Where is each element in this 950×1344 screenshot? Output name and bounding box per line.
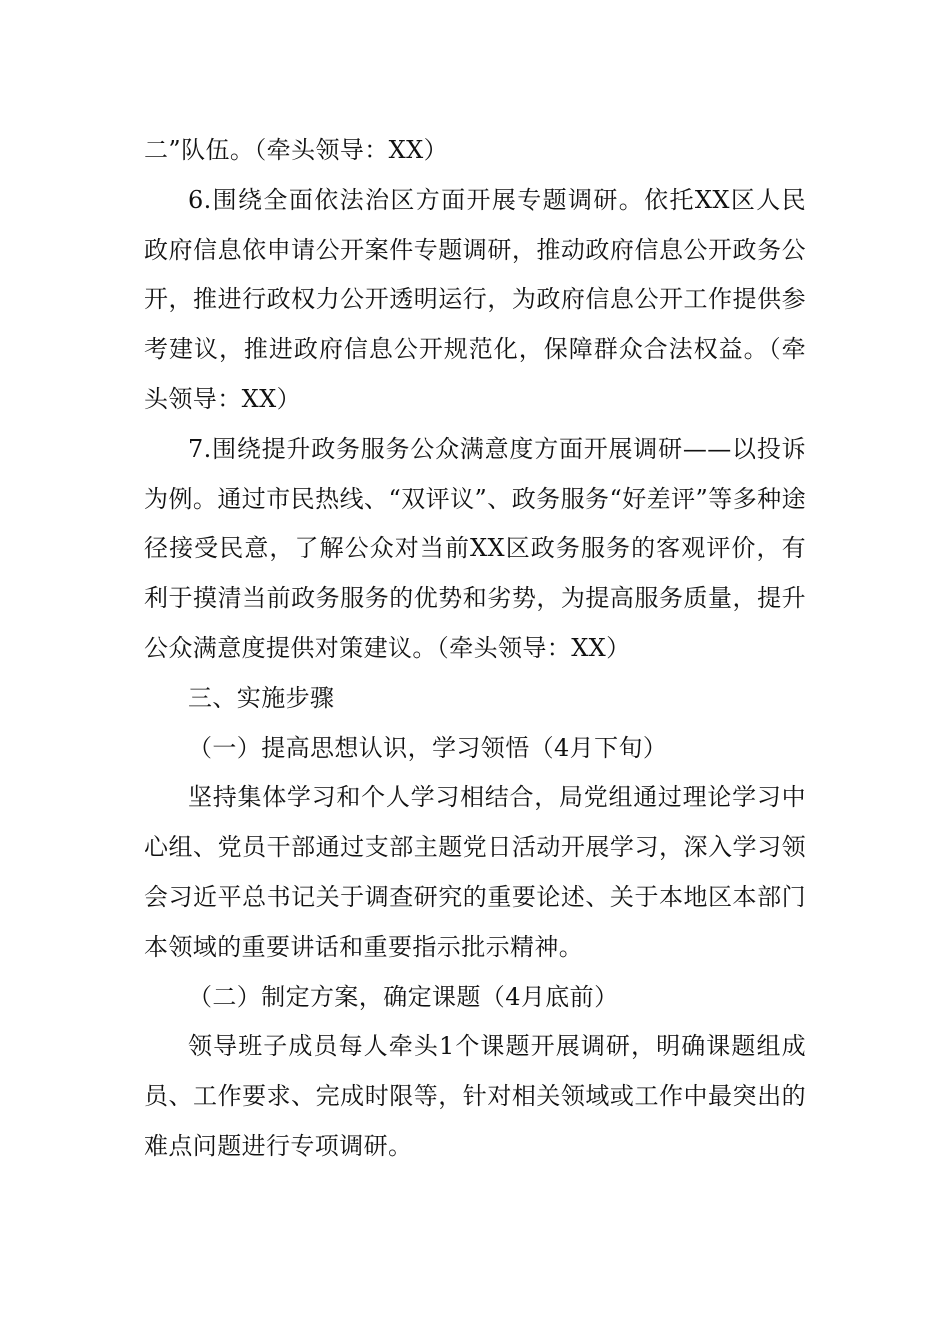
subheading-step-2: （二）制定方案，确定课题（4月底前）	[188, 982, 619, 1011]
document-body	[144, 126, 806, 1172]
paragraph-continuation: 二”队伍。（牵头领导：XX）	[144, 136, 449, 164]
paragraph-item-6: 6.围绕全面依法治区方面开展专题调研。依托XX区人民政府信息依申请公开案件专题调研，推动政府信息公开政务公开，推进行政权力公开透明运行，为政府信息公开工作提供参考建议，推进政府信息公开规范化，保障群众合法权益。（牵头领导：XX）	[144, 185, 806, 413]
paragraph-step-2-body: 领导班子成员每人牵头1个课题开展调研，明确课题组成员、工作要求、完成时限等，针对相关领域或工作中最突出的难点问题进行专项调研。	[144, 1032, 806, 1160]
section-heading-implementation-steps: 三、实施步骤	[188, 683, 335, 712]
subheading-step-1: （一）提高思想认识，学习领悟（4月下旬）	[188, 733, 668, 762]
paragraph-step-1-body: 坚持集体学习和个人学习相结合，局党组通过理论学习中心组、党员干部通过支部主题党日活动开展学习，深入学习领会习近平总书记关于调查研究的重要论述、关于本地区本部门本领域的重要讲话和重要指示批示精神。	[144, 783, 806, 961]
paragraph-item-7: 7.围绕提升政务服务公众满意度方面开展调研——以投诉为例。通过市民热线、“双评议”、政务服务“好差评”等多种途径接受民意，了解公众对当前XX区政务服务的客观评价，有利于摸清当前政务服务的优势和劣势，为提高服务质量，提升公众满意度提供对策建议。（牵头领导：XX）	[144, 434, 806, 662]
